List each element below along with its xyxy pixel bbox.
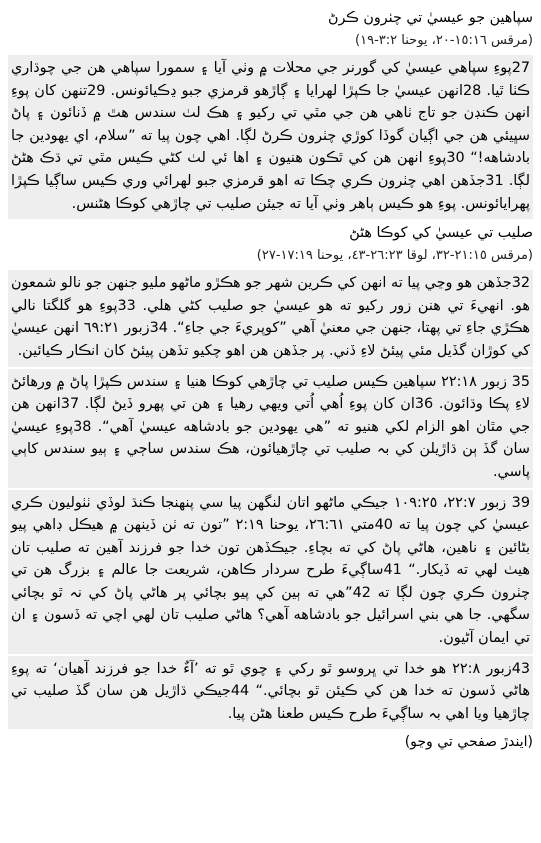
verse-paragraph-39-42: 39 زبور ٢٢:٧، ١٠٩:٢٥ جيڪي ماڻهو اتان لنگهن پيا سي پنهنجا ڪنڌ لوڏي ٺٺوليون ڪري عيسيٰ کي چون پيا ته 40متي ٢٦:٦١، يوحنا ٢:١٩ ”تون ته ٺن ڏينهن ۾ هيڪل ڊاهي پيو بڻائين ۽ ناهين، هاڻي پاڻ کي ته بچاءِ. جيڪڏهن تون خدا جو فرزند آهين ته صليب تان هيٺ لهي ته ڏيکار.“ 41ساڳيءَ طرح سردار ڪاهن، شريعت جا عالم ۽ بزرگ هن تي چٺرون ڪري چون لڳا ته 42”هي ته ٻين کي پيو بچائي پر هاڻي پاڻ کي نہ ٿو بچائي سگهي. جا هي بني اسرائيل جو بادشاهه آهي؟ هاڻي صليب تان لهي اچي ته ڏسون ۽ ان تي ايمان آڻيون.	[8, 490, 533, 654]
section-1-reference: (مرقس ١٥:١٦-٢٠، يوحنا ٣:٢-١٩)	[355, 33, 533, 48]
next-page-link[interactable]: (ايندڙ صفحي تي وڃو)	[404, 734, 533, 751]
verse-paragraph-35-38: 35 زبور ٢٢:١٨ سپاهين ڪيس صليب تي چاڙهي کوڪا هنيا ۽ سندس ڪپڙا پاڻ ۾ ورهائڻ لاءِ پڪا وڌائون. 36ان کان پوءِ اُهي اُتي ويهي رهيا ۽ هن تي پهرو ڏيڻ لڳا. 37انهن هن جي مٿان اهو الزام لکي هنيو ته ”هي يهودين جو بادشاهه عيسيٰ آهي“. 38پوءِ عيسيٰ سان گڏ ٻن ڌاڙيلن کي بہ صليب تي چاڙهيائون، هڪ سندس ساڄي ۽ ٻيو سندس کاٻي پاسي.	[8, 369, 533, 488]
section-2-reference: (مرقس ٢١:١٥-٣٢، لوقا ٢٦:٢٣-٤٣، يوحنا ١٧:١٩-٢٧)	[256, 248, 533, 264]
verse-paragraph-27-31: 27پوءِ سپاهي عيسيٰ کي گورنر جي محلات ۾ وٺي آيا ۽ سمورا سپاهي هن جي چوڌاري ڪٺا ٿيا. 28انهن عيسيٰ جا ڪپڙا لهرايا ۽ ڳاڙهو قرمزي جبو ڍڪيائونس. 29تنهن کان پوءِ انهن ڪنڊن جو تاج ٺاهي هن جي مٿي تي رکيو ۽ هڪ لٺ سندس هٿ ۾ ڏنائون ۽ پاڻ سڀيئي هن جي اڳيان گوڏا کوڙي چٺرون ڪرڻ لڳا. اهي چون پيا ته ”سلام، اي يهودين جا بادشاهه!“ 30پوءِ انهن هن کي ٿڪون هنيون ۽ اها ئي لٺ کڻي ڪيس مٿي تي ڌڪ هڻڻ لڳا. 31جڏهن اهي چٺرون ڪري چڪا ته اهو قرمزي جبو لهرائي وري ڪيس ساڳيا ڪپڙا پهرايائونس. پوءِ هو ڪيس ٻاهر وٺي آيا ته جيئن صليب تي چاڙهي کوڪا هڻنس.	[8, 55, 533, 219]
section-1-heading: سپاهين جو عيسيٰ تي چٺرون ڪرڻ	[328, 10, 533, 26]
verse-paragraph-32-34: 32جڏهن هو وڃي پيا ته انهن کي ڪرين شهر جو هڪڙو ماڻهو مليو جنهن جو نالو شمعون هو. انهيءَ تي هنن زور رکيو ته هو عيسيٰ جو صليب کڻي هلي. 33پوءِ هو گلگتا نالي هڪڙي جاءِ تي پهتا، جنهن جي معنيٰ آهي ”کوپريءَ جي جاءِ“. 34زبور ٦٩:٢١ انهن عيسيٰ کي کوڙان گڏيل مئي پيئڻ لاءِ ڏني. پر جڏهن هن اهو چکيو تڏهن پيئڻ کان انڪار ڪيائين.	[8, 270, 533, 366]
verse-paragraph-43-44: 43زبور ٢٢:٨ هو خدا تي ڀروسو ٿو رکي ۽ چوي ٿو ته ’آءٌ خدا جو فرزند آهيان‘ ته پوءِ هاڻي ڏسون ته خدا هن کي ڪيئن ٿو بچائي.“ 44جيڪي ڌاڙيل هن سان گڏ صليب تي چاڙهيا ويا اهي بہ ساڳيءَ طرح ڪيس طعنا هڻن پيا.	[8, 656, 533, 730]
section-2-heading: صليب تي عيسيٰ کي کوڪا هڻڻ	[349, 225, 533, 242]
